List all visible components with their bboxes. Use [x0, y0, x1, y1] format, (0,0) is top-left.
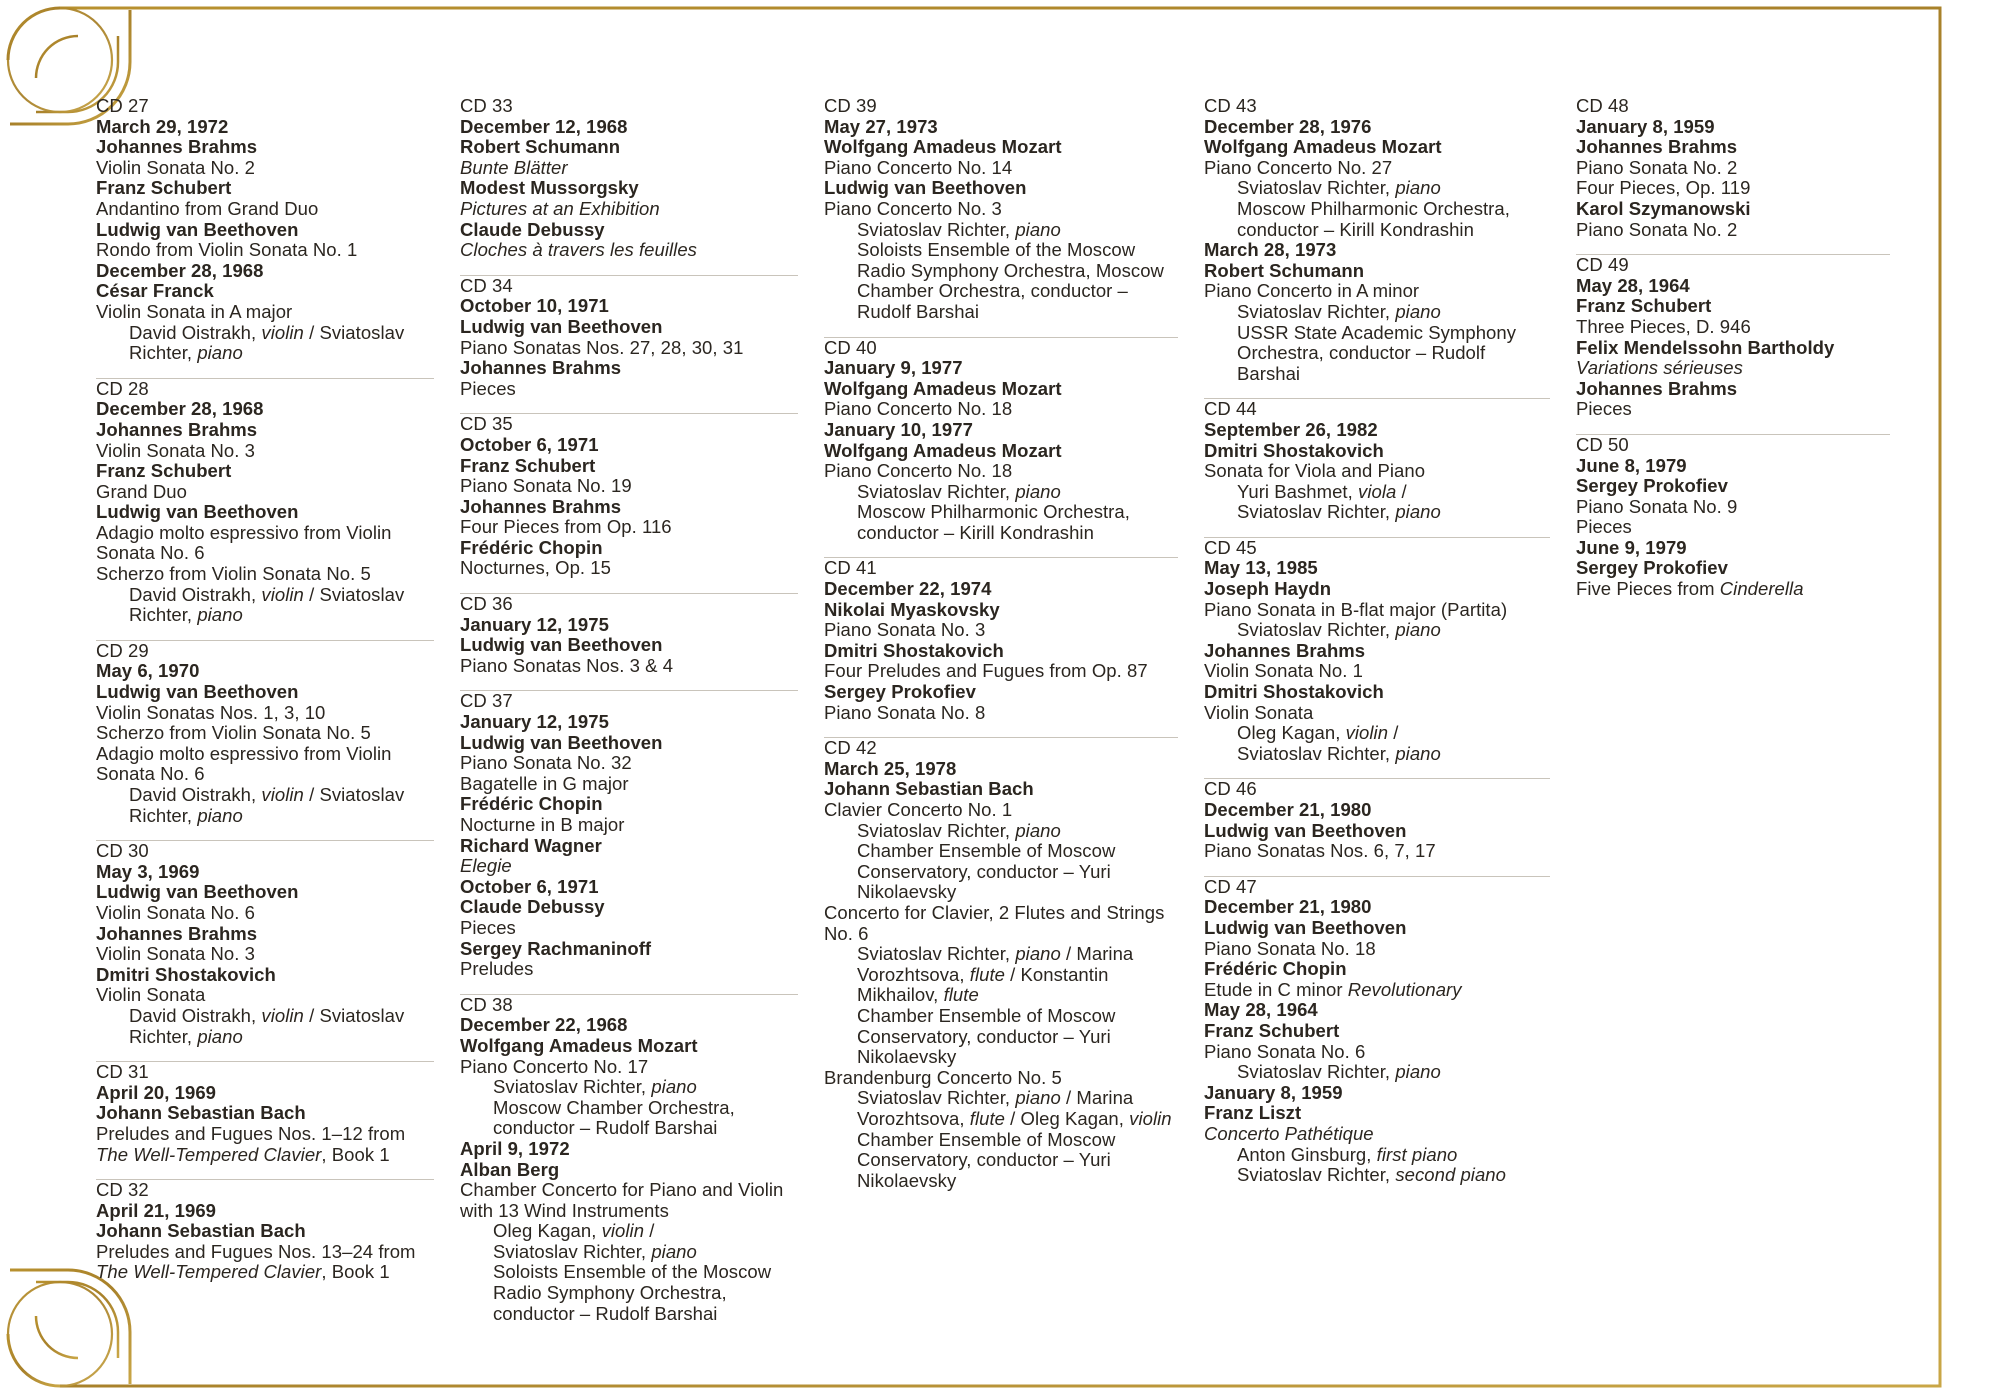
entry-heading: Karol Szymanowski [1576, 197, 1751, 219]
cd-entry [460, 276, 798, 400]
entry-heading: January 8, 1959 [1204, 1081, 1343, 1103]
entry-heading: December 22, 1974 [824, 578, 992, 600]
entry-heading: June 9, 1979 [1576, 536, 1687, 558]
cd-number: CD 29 [96, 639, 149, 661]
performer-credit: Chamber Ensemble of Moscow Conservatory, conductor – Yuri Nikolaevsky [857, 1128, 1116, 1191]
entry-heading: January 9, 1977 [824, 357, 963, 379]
cd-number: CD 37 [460, 690, 513, 712]
entry-heading: César Franck [96, 280, 214, 302]
entry-heading: Ludwig van Beethoven [460, 315, 663, 337]
cd-entry [824, 738, 1178, 1191]
entry-heading: Ludwig van Beethoven [460, 634, 663, 656]
cd-number: CD 34 [460, 274, 513, 296]
entry-heading: May 27, 1973 [824, 115, 938, 137]
work-title: Piano Sonatas Nos. 6, 7, 17 [1204, 840, 1436, 862]
cd-entry [96, 841, 434, 1047]
cd-entry [460, 594, 798, 676]
work-title: Four Pieces, Op. 119 [1576, 177, 1751, 199]
entry-heading: Frédéric Chopin [460, 536, 603, 558]
cd-entry [1204, 399, 1550, 523]
cd-number: CD 50 [1576, 433, 1629, 455]
work-title: Violin Sonata [96, 984, 206, 1006]
work-title-italic: Cloches à travers les feuilles [460, 239, 697, 261]
work-title: Piano Sonata No. 8 [824, 701, 986, 723]
performer-credit: Oleg Kagan, violin / [1237, 722, 1399, 744]
work-title-italic: Bunte Blätter [460, 156, 568, 178]
entry-heading: December 28, 1976 [1204, 115, 1372, 137]
entry-heading: Sergey Rachmaninoff [460, 937, 652, 959]
entry-heading: Ludwig van Beethoven [96, 218, 299, 240]
entry-heading: Johannes Brahms [96, 922, 258, 944]
entry-heading: October 6, 1971 [460, 433, 599, 455]
performer-credit: Oleg Kagan, violin / [493, 1220, 655, 1242]
entry-heading: Wolfgang Amadeus Mozart [824, 136, 1062, 158]
work-title: Piano Concerto No. 27 [1204, 156, 1393, 178]
entry-heading: Nikolai Myaskovsky [824, 598, 1000, 620]
work-title: Piano Sonatas Nos. 3 & 4 [460, 654, 674, 676]
cd-number: CD 49 [1576, 254, 1629, 276]
work-title: Preludes and Fugues Nos. 13–24 from The Well-Tempered Clavier, Book 1 [96, 1240, 416, 1283]
entry-heading: Felix Mendelssohn Bartholdy [1576, 336, 1835, 358]
work-title: Piano Concerto No. 17 [460, 1055, 649, 1077]
entry-heading: Dmitri Shostakovich [96, 963, 276, 985]
entry-heading: Franz Schubert [1204, 1019, 1340, 1041]
entry-heading: April 9, 1972 [460, 1137, 570, 1159]
work-title: Violin Sonata in A major [96, 300, 293, 322]
work-title: Scherzo from Violin Sonata No. 5 [96, 722, 371, 744]
performer-credit: Chamber Ensemble of Moscow Conservatory, conductor – Yuri Nikolaevsky [857, 1004, 1116, 1068]
work-title: Four Pieces from Op. 116 [460, 516, 672, 538]
cd-entry [1576, 96, 1890, 240]
performer-credit: Sviatoslav Richter, piano [857, 480, 1061, 502]
entry-heading: Ludwig van Beethoven [1204, 916, 1407, 938]
work-title: Nocturnes, Op. 15 [460, 557, 611, 579]
entry-heading: October 10, 1971 [460, 295, 609, 317]
entry-heading: Modest Mussorgsky [460, 177, 639, 199]
entry-heading: December 22, 1968 [460, 1014, 628, 1036]
work-title: Violin Sonata No. 1 [1204, 660, 1363, 682]
cd-number: CD 44 [1204, 398, 1257, 420]
cd-entry [824, 338, 1178, 544]
entry-heading: December 21, 1980 [1204, 799, 1372, 820]
work-title: Etude in C minor Revolutionary [1204, 978, 1462, 1000]
work-title: Pieces [1576, 516, 1632, 538]
entry-heading: Johann Sebastian Bach [96, 1102, 306, 1124]
entry-heading: Alban Berg [460, 1158, 560, 1180]
performer-credit: Sviatoslav Richter, piano [1237, 1061, 1441, 1083]
entry-heading: Dmitri Shostakovich [1204, 439, 1384, 461]
entry-heading: January 8, 1959 [1576, 115, 1715, 137]
entry-heading: May 28, 1964 [1576, 274, 1690, 296]
work-title: Piano Concerto No. 3 [824, 197, 1002, 219]
performer-credit: Sviatoslav Richter, piano [493, 1240, 697, 1262]
entry-heading: Franz Schubert [1576, 295, 1712, 317]
work-title: Rondo from Violin Sonata No. 1 [96, 239, 358, 261]
entry-heading: January 12, 1975 [460, 711, 609, 733]
performer-credit: David Oistrakh, violin / Sviatoslav Richter, piano [129, 583, 405, 626]
work-title-italic: Variations sérieuses [1576, 357, 1743, 379]
cd-number: CD 27 [96, 95, 149, 116]
entry-heading: April 20, 1969 [96, 1081, 216, 1103]
work-title: Pieces [460, 916, 516, 938]
entry-heading: Johannes Brahms [1204, 639, 1366, 661]
work-title: Violin Sonata No. 3 [96, 943, 255, 965]
cd-entry [460, 995, 798, 1325]
cd-number: CD 48 [1576, 95, 1629, 116]
performer-credit: Sviatoslav Richter, piano [857, 819, 1061, 841]
work-title: Violin Sonatas Nos. 1, 3, 10 [96, 701, 326, 723]
work-title: Adagio molto espressivo from Violin Sonata No. 6 [96, 742, 392, 785]
cd-number: CD 41 [824, 557, 877, 579]
entry-heading: Johannes Brahms [96, 418, 258, 440]
work-title-italic: Concerto Pathétique [1204, 1122, 1374, 1144]
cd-entry [96, 1180, 434, 1283]
work-title: Adagio molto espressivo from Violin Sonata No. 6 [96, 521, 392, 564]
performer-credit: Moscow Chamber Orchestra, conductor – Rudolf Barshai [493, 1096, 735, 1139]
work-title: Piano Sonata No. 32 [460, 752, 632, 774]
work-title: Preludes and Fugues Nos. 1–12 from The Well-Tempered Clavier, Book 1 [96, 1122, 406, 1165]
cd-number: CD 31 [96, 1061, 149, 1083]
performer-credit: David Oistrakh, violin / Sviatoslav Richter, piano [129, 1004, 405, 1047]
cd-entry [1576, 435, 1890, 600]
entry-heading: March 28, 1973 [1204, 239, 1337, 261]
cd-entry [1204, 877, 1550, 1186]
entry-heading: June 8, 1979 [1576, 454, 1687, 476]
entry-heading: January 12, 1975 [460, 613, 609, 635]
work-title: Piano Sonata No. 18 [1204, 937, 1376, 959]
entry-heading: December 28, 1968 [96, 398, 264, 420]
entry-heading: Johann Sebastian Bach [96, 1220, 306, 1242]
cd-entry [1204, 96, 1550, 384]
entry-heading: Ludwig van Beethoven [460, 731, 663, 753]
performer-credit: Sviatoslav Richter, piano [1237, 619, 1441, 641]
entry-heading: Frédéric Chopin [460, 793, 603, 815]
cd-entry [1204, 538, 1550, 765]
performer-credit: Soloists Ensemble of the Moscow Radio Symphony Orchestra, Moscow Chamber Orchestra, conductor – Rudolf Barshai [857, 239, 1164, 322]
performer-credit: David Oistrakh, violin / Sviatoslav Richter, piano [129, 784, 405, 826]
work-title: Piano Sonata No. 19 [460, 475, 632, 497]
work-title: Brandenburg Concerto No. 5 [824, 1066, 1062, 1088]
entry-heading: October 6, 1971 [460, 875, 599, 897]
entry-heading: Wolfgang Amadeus Mozart [460, 1034, 698, 1056]
work-title-italic: Elegie [460, 855, 512, 877]
performer-credit: Sviatoslav Richter, piano [857, 218, 1061, 240]
work-title-italic: Pictures at an Exhibition [460, 197, 660, 219]
entry-heading: April 21, 1969 [96, 1199, 216, 1221]
entry-heading: Claude Debussy [460, 218, 605, 240]
work-title: Grand Duo [96, 480, 187, 502]
performer-credit: Anton Ginsburg, first piano [1237, 1143, 1458, 1165]
entry-heading: Sergey Prokofiev [824, 681, 976, 703]
entry-heading: Ludwig van Beethoven [824, 177, 1027, 199]
entry-heading: Franz Schubert [460, 454, 596, 476]
work-title: Clavier Concerto No. 1 [824, 799, 1013, 820]
work-title: Concerto for Clavier, 2 Flutes and Strings No. 6 [824, 901, 1165, 944]
entry-heading: Wolfgang Amadeus Mozart [1204, 136, 1442, 158]
column-4 [1204, 96, 1576, 1306]
performer-credit: Sviatoslav Richter, piano / Marina Vorozhtsova, flute / Oleg Kagan, violin [857, 1087, 1172, 1129]
work-title: Andantino from Grand Duo [96, 197, 319, 219]
entry-heading: Johannes Brahms [460, 495, 622, 517]
cd-number: CD 39 [824, 95, 877, 116]
entry-heading: March 29, 1972 [96, 115, 229, 137]
entry-heading: Wolfgang Amadeus Mozart [824, 377, 1062, 399]
cd-number: CD 46 [1204, 778, 1257, 800]
entry-heading: Dmitri Shostakovich [824, 639, 1004, 661]
cd-entry [1576, 255, 1890, 420]
entry-heading: May 13, 1985 [1204, 557, 1318, 579]
performer-credit: Moscow Philharmonic Orchestra, conductor – Kirill Kondrashin [857, 501, 1130, 543]
entry-heading: Wolfgang Amadeus Mozart [824, 439, 1062, 461]
entry-heading: Claude Debussy [460, 896, 605, 918]
work-title: Piano Sonata No. 9 [1576, 495, 1738, 517]
cd-entry [460, 96, 798, 261]
work-title: Piano Sonata No. 2 [1576, 156, 1738, 178]
cd-number: CD 32 [96, 1179, 149, 1201]
cd-entry [460, 414, 798, 579]
cd-entry [96, 96, 434, 364]
entry-heading: Robert Schumann [1204, 259, 1365, 281]
work-title: Piano Sonatas Nos. 27, 28, 30, 31 [460, 336, 744, 358]
entry-heading: Franz Liszt [1204, 1102, 1302, 1124]
cd-number: CD 33 [460, 95, 513, 116]
work-title: Four Preludes and Fugues from Op. 87 [824, 660, 1148, 682]
entry-heading: Franz Schubert [96, 460, 232, 482]
entry-heading: Frédéric Chopin [1204, 958, 1347, 980]
column-1 [96, 96, 460, 1306]
work-title: Piano Concerto in A minor [1204, 280, 1420, 302]
entry-heading: Ludwig van Beethoven [1204, 819, 1407, 841]
performer-credit: USSR State Academic Symphony Orchestra, conductor – Rudolf Barshai [1237, 321, 1517, 384]
cd-entry [460, 691, 798, 979]
work-title: Nocturne in B major [460, 814, 625, 835]
entry-heading: Ludwig van Beethoven [96, 881, 299, 903]
cd-number: CD 47 [1204, 875, 1257, 897]
work-title: Three Pieces, D. 946 [1576, 315, 1751, 337]
entry-heading: Dmitri Shostakovich [1204, 681, 1384, 703]
entry-heading: January 10, 1977 [824, 418, 973, 440]
entry-heading: Franz Schubert [96, 177, 232, 199]
column-2 [460, 95, 824, 1324]
entry-heading: May 6, 1970 [96, 660, 200, 682]
work-title: Preludes [460, 958, 534, 980]
cd-entry [96, 641, 434, 826]
cd-entry [96, 1062, 434, 1165]
column-5 [1576, 96, 1916, 1306]
cd-number: CD 35 [460, 413, 513, 435]
work-title: Violin Sonata [1204, 701, 1314, 723]
entry-heading: Johannes Brahms [460, 357, 622, 379]
performer-credit: Soloists Ensemble of the Moscow Radio Symphony Orchestra, conductor – Rudolf Barshai [493, 1261, 772, 1324]
cd-number: CD 43 [1204, 95, 1257, 116]
cd-number: CD 42 [824, 737, 877, 759]
performer-credit: Sviatoslav Richter, second piano [1237, 1164, 1506, 1186]
entry-heading: December 12, 1968 [460, 115, 628, 137]
cd-number: CD 40 [824, 336, 877, 358]
work-title: Chamber Concerto for Piano and Violin with 13 Wind Instruments [460, 1179, 784, 1221]
cd-number: CD 38 [460, 993, 513, 1015]
cd-number: CD 45 [1204, 536, 1257, 558]
work-title: Pieces [1576, 398, 1632, 420]
performer-credit: Sviatoslav Richter, piano [1237, 742, 1441, 764]
entry-heading: Johannes Brahms [96, 136, 258, 158]
work-title: Bagatelle in G major [460, 772, 629, 794]
entry-heading: Johannes Brahms [1576, 377, 1738, 399]
entry-heading: May 3, 1969 [96, 860, 200, 882]
performer-credit: Yuri Bashmet, viola / [1237, 480, 1407, 502]
entry-heading: September 26, 1982 [1204, 418, 1378, 440]
work-title: Scherzo from Violin Sonata No. 5 [96, 563, 371, 585]
entry-heading: December 28, 1968 [96, 259, 264, 281]
work-title: Piano Sonata No. 3 [824, 619, 986, 641]
entry-heading: Richard Wagner [460, 834, 602, 856]
work-title: Sonata for Viola and Piano [1204, 460, 1426, 482]
entry-heading: Johann Sebastian Bach [824, 778, 1034, 800]
entry-heading: May 28, 1964 [1204, 999, 1318, 1021]
entry-heading: Sergey Prokofiev [1576, 557, 1728, 579]
work-title: Violin Sonata No. 3 [96, 439, 255, 461]
work-title: Violin Sonata No. 2 [96, 156, 255, 178]
cd-number: CD 36 [460, 593, 513, 615]
performer-credit: Sviatoslav Richter, piano / Marina Vorozhtsova, flute / Konstantin Mikhailov, flute [857, 943, 1134, 1006]
cd-listing-page [96, 95, 1916, 1324]
performer-credit: Sviatoslav Richter, piano [1237, 300, 1441, 322]
cd-entry [824, 558, 1178, 723]
entry-heading: March 25, 1978 [824, 757, 957, 779]
work-title: Piano Sonata No. 6 [1204, 1040, 1366, 1062]
entry-heading: Ludwig van Beethoven [96, 681, 299, 703]
work-title: Violin Sonata No. 6 [96, 901, 255, 923]
entry-heading: Johannes Brahms [1576, 136, 1738, 158]
performer-credit: Moscow Philharmonic Orchestra, conductor – Kirill Kondrashin [1237, 197, 1510, 240]
entry-heading: Joseph Haydn [1204, 578, 1332, 600]
entry-heading: Ludwig van Beethoven [96, 501, 299, 523]
work-title: Piano Sonata No. 2 [1576, 218, 1738, 240]
work-title: Pieces [460, 377, 516, 399]
performer-credit: Sviatoslav Richter, piano [1237, 501, 1441, 523]
performer-credit: David Oistrakh, violin / Sviatoslav Richter, piano [129, 321, 405, 364]
cd-entry [1204, 779, 1550, 861]
cd-number: CD 28 [96, 377, 149, 399]
work-title: Piano Concerto No. 18 [824, 398, 1013, 420]
cd-entry [824, 96, 1178, 323]
performer-credit: Chamber Ensemble of Moscow Conservatory, conductor – Yuri Nikolaevsky [857, 840, 1116, 903]
performer-credit: Sviatoslav Richter, piano [493, 1076, 697, 1098]
work-title: Five Pieces from Cinderella [1576, 578, 1804, 600]
column-3 [824, 96, 1204, 1306]
entry-heading: Sergey Prokofiev [1576, 475, 1728, 497]
cd-entry [96, 379, 434, 626]
work-title: Piano Concerto No. 14 [824, 156, 1013, 178]
cd-number: CD 30 [96, 840, 149, 862]
performer-credit: Sviatoslav Richter, piano [1237, 177, 1441, 199]
entry-heading: December 21, 1980 [1204, 896, 1372, 918]
work-title: Piano Concerto No. 18 [824, 460, 1013, 482]
entry-heading: Robert Schumann [460, 136, 621, 158]
work-title: Piano Sonata in B-flat major (Partita) [1204, 598, 1508, 620]
